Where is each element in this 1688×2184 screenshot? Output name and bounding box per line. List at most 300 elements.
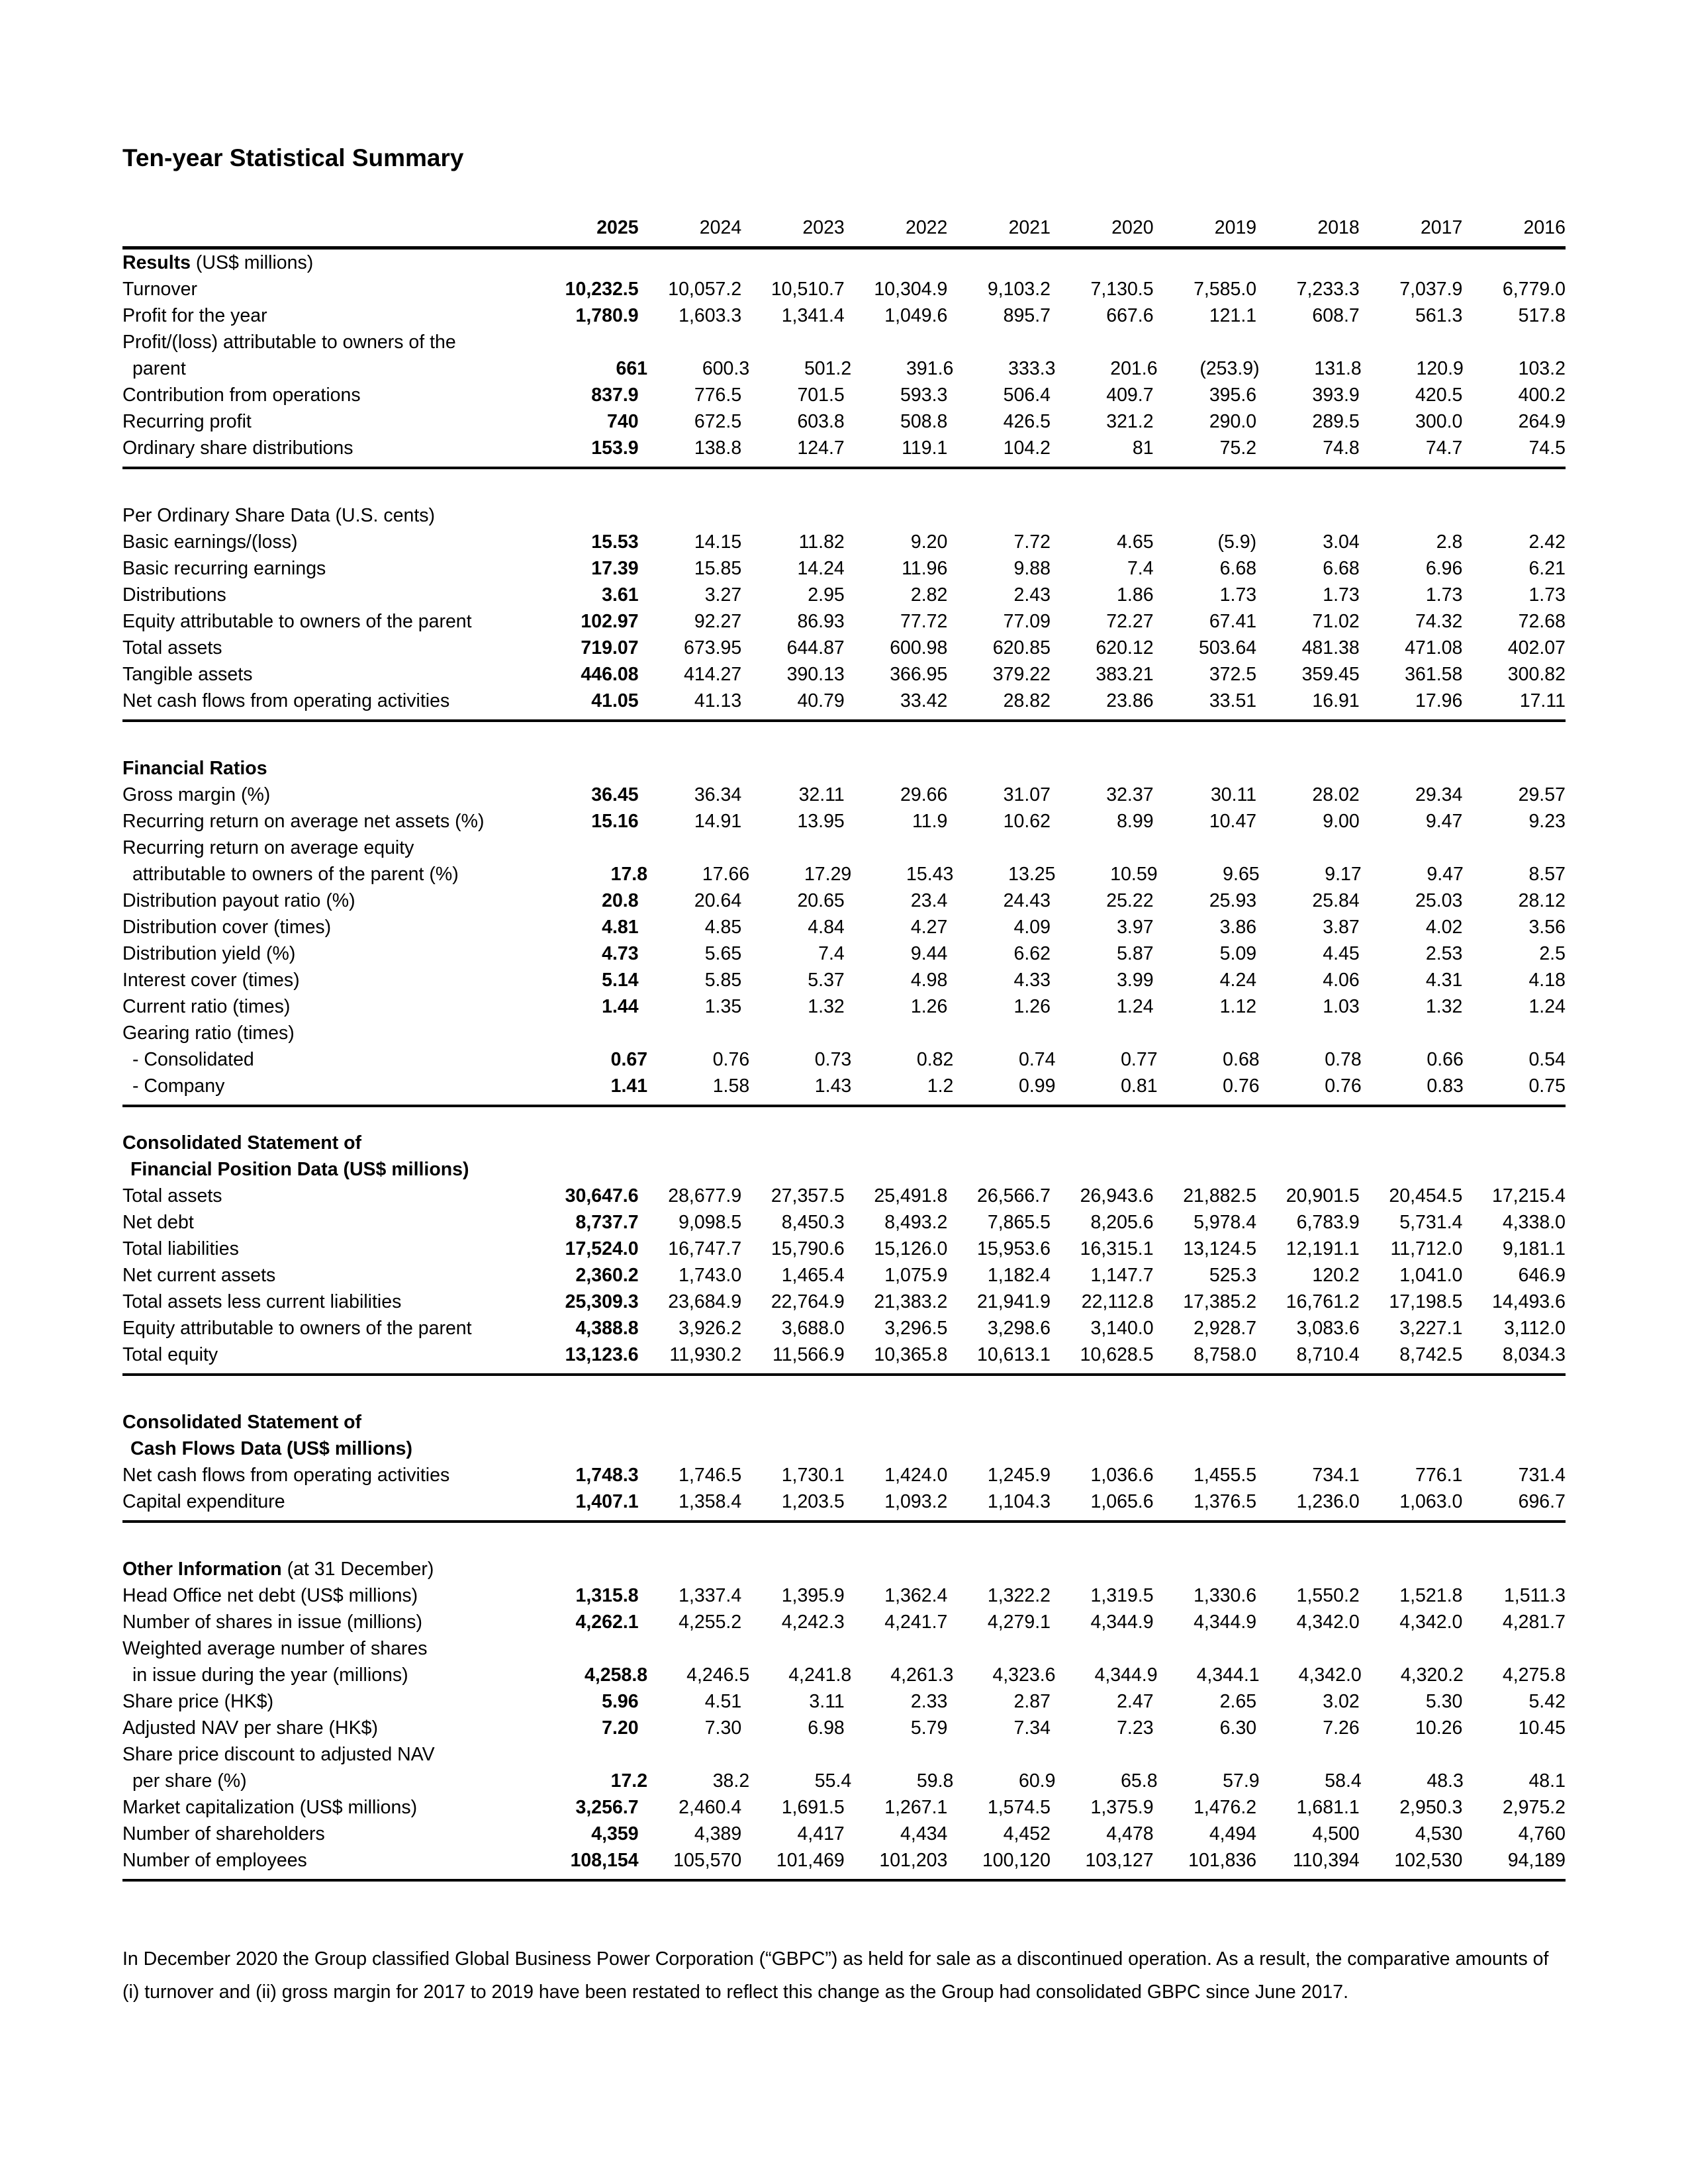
section-gap (122, 1376, 1566, 1409)
value-cell: 10,510.7 (771, 279, 845, 300)
value-cell: 1,748.3 (575, 1465, 639, 1486)
value-cell: 1,330.6 (1194, 1585, 1257, 1606)
value-cell: 1.41 (610, 1075, 648, 1097)
table-row (122, 1020, 1566, 1046)
value-cell: 138.8 (694, 437, 742, 459)
value-cell: 21,941.9 (977, 1291, 1051, 1312)
value-cell: 1.73 (1425, 584, 1463, 606)
value-cell: 10,057.2 (668, 279, 742, 300)
value-cell: 102,530 (1394, 1850, 1463, 1871)
value-cell: 426.5 (1003, 411, 1051, 432)
value-cell: 3.04 (1323, 531, 1360, 553)
value-cell: 110,394 (1292, 1850, 1360, 1871)
row-label: Number of shareholders (122, 1823, 325, 1844)
section-gap (122, 722, 1566, 755)
value-cell: 41.13 (694, 690, 742, 711)
value-cell: 4.85 (704, 917, 742, 938)
value-cell: 31.07 (1003, 784, 1051, 805)
table-row (122, 355, 1566, 382)
value-cell: 4,323.6 (992, 1664, 1056, 1686)
value-cell: 1.26 (1013, 996, 1051, 1017)
table-row (122, 1715, 1566, 1741)
value-cell: 4,342.0 (1296, 1612, 1360, 1633)
row-label: Contribution from operations (122, 385, 361, 406)
table-row (122, 408, 1566, 435)
value-cell: 4.18 (1528, 970, 1566, 991)
value-cell: 101,203 (879, 1850, 948, 1871)
value-cell: 17.66 (702, 864, 750, 885)
row-label: Distribution payout ratio (%) (122, 890, 355, 911)
table-row (122, 555, 1566, 582)
value-cell: 57.9 (1223, 1770, 1260, 1792)
value-cell: 77.09 (1003, 611, 1051, 632)
value-cell: 13,123.6 (565, 1344, 639, 1365)
value-cell: 1,065.6 (1090, 1491, 1154, 1512)
row-label: Net cash flows from operating activities (122, 1465, 450, 1486)
value-cell: 10.45 (1518, 1717, 1566, 1739)
value-cell: 1.58 (712, 1075, 750, 1097)
year-header: 2025 (596, 217, 639, 238)
value-cell: 105,570 (673, 1850, 742, 1871)
value-cell: 4,359 (591, 1823, 639, 1844)
value-cell: 74.5 (1528, 437, 1566, 459)
section-header-bold: Consolidated Statement of (122, 1412, 362, 1433)
value-cell: 2.8 (1436, 531, 1463, 553)
value-cell: 4,344.9 (1094, 1664, 1158, 1686)
table-row (122, 635, 1566, 661)
value-cell: 1,691.5 (781, 1797, 845, 1818)
value-cell: 400.2 (1518, 385, 1566, 406)
value-cell: 10.59 (1110, 864, 1158, 885)
value-cell: 25.22 (1106, 890, 1154, 911)
value-cell: 9.17 (1325, 864, 1362, 885)
row-label: Tangible assets (122, 664, 253, 685)
value-cell: 508.8 (900, 411, 948, 432)
table-row (122, 1768, 1566, 1794)
value-cell: 1,049.6 (884, 305, 948, 326)
value-cell: 4,760 (1518, 1823, 1566, 1844)
value-cell: 4,255.2 (679, 1612, 742, 1633)
value-cell: 6.96 (1425, 558, 1463, 579)
value-cell: 17.11 (1519, 690, 1566, 711)
value-cell: 3,112.0 (1503, 1318, 1566, 1339)
value-cell: 4.27 (910, 917, 948, 938)
value-cell: 4,261.3 (890, 1664, 954, 1686)
value-cell: 11,566.9 (772, 1344, 845, 1365)
value-cell: 3.11 (809, 1691, 845, 1712)
value-cell: 13,124.5 (1183, 1238, 1257, 1259)
value-cell: 5.85 (704, 970, 742, 991)
value-cell: 5.96 (602, 1691, 639, 1712)
value-cell: 1,407.1 (575, 1491, 639, 1512)
value-cell: 1.32 (808, 996, 845, 1017)
value-cell: 0.76 (712, 1049, 750, 1070)
table-row (122, 1262, 1566, 1289)
row-label: attributable to owners of the parent (%) (132, 864, 459, 885)
value-cell: 15.16 (591, 811, 639, 832)
value-cell: 446.08 (581, 664, 639, 685)
value-cell: 48.3 (1427, 1770, 1464, 1792)
value-cell: 383.21 (1096, 664, 1154, 685)
value-cell: 3,140.0 (1090, 1318, 1154, 1339)
value-cell: 321.2 (1106, 411, 1154, 432)
value-cell: 25.84 (1312, 890, 1360, 911)
value-cell: 36.45 (591, 784, 639, 805)
value-cell: 15.43 (906, 864, 954, 885)
statistical-summary (122, 144, 1566, 2009)
value-cell: 58.4 (1325, 1770, 1362, 1792)
row-label: Share price (HK$) (122, 1691, 274, 1712)
value-cell: 131.8 (1314, 358, 1362, 379)
value-cell: 10.47 (1209, 811, 1257, 832)
value-cell: 6.21 (1528, 558, 1566, 579)
section-header-bold: Cash Flows Data (US$ millions) (130, 1438, 412, 1459)
value-cell: 290.0 (1209, 411, 1257, 432)
value-cell: 7.23 (1117, 1717, 1154, 1739)
value-cell: 5.30 (1425, 1691, 1463, 1712)
value-cell: 4.81 (602, 917, 639, 938)
year-header: 2022 (905, 217, 948, 238)
value-cell: 0.99 (1018, 1075, 1056, 1097)
value-cell: 120.2 (1312, 1265, 1360, 1286)
value-cell: 94,189 (1507, 1850, 1566, 1871)
value-cell: 1,730.1 (781, 1465, 845, 1486)
table-row (122, 1609, 1566, 1635)
value-cell: 1,319.5 (1090, 1585, 1154, 1606)
row-label: Recurring profit (122, 411, 252, 432)
year-header: 2020 (1111, 217, 1154, 238)
value-cell: 4,320.2 (1400, 1664, 1464, 1686)
value-cell: 8,742.5 (1399, 1344, 1463, 1365)
year-header: 2023 (802, 217, 845, 238)
value-cell: 1.03 (1323, 996, 1360, 1017)
value-cell: 359.45 (1301, 664, 1360, 685)
value-cell: 108,154 (570, 1850, 639, 1871)
table-row (122, 1046, 1566, 1073)
value-cell: 32.37 (1106, 784, 1154, 805)
value-cell: 17.39 (591, 558, 639, 579)
value-cell: 40.79 (797, 690, 845, 711)
table-row (122, 808, 1566, 835)
value-cell: 5.14 (602, 970, 639, 991)
value-cell: 14,493.6 (1491, 1291, 1566, 1312)
value-cell: 0.81 (1121, 1075, 1158, 1097)
value-cell: 1.12 (1219, 996, 1257, 1017)
value-cell: 603.8 (797, 411, 845, 432)
year-header: 2017 (1420, 217, 1463, 238)
table-row (122, 1582, 1566, 1609)
row-label: Total assets (122, 1185, 222, 1206)
value-cell: 4.73 (602, 943, 639, 964)
table-row (122, 782, 1566, 808)
value-cell: 1,521.8 (1399, 1585, 1463, 1606)
value-cell: 7,233.3 (1296, 279, 1360, 300)
value-cell: 5.42 (1528, 1691, 1566, 1712)
value-cell: 1.73 (1219, 584, 1257, 606)
value-cell: 7.72 (1013, 531, 1051, 553)
value-cell: 1.2 (927, 1075, 954, 1097)
value-cell: 4.51 (704, 1691, 742, 1712)
value-cell: 26,943.6 (1080, 1185, 1154, 1206)
value-cell: 20.8 (602, 890, 639, 911)
value-cell: 3.86 (1219, 917, 1257, 938)
value-cell: 5,978.4 (1194, 1212, 1257, 1233)
value-cell: 4,281.7 (1502, 1612, 1566, 1633)
value-cell: 48.1 (1528, 1770, 1566, 1792)
row-label: Ordinary share distributions (122, 437, 353, 459)
value-cell: 6.68 (1323, 558, 1360, 579)
footnote: In December 2020 the Group classified Global Business Power Corporation (“GBPC”) as held for sale as a discontinued operation. As a result, the comparative amounts of (i) turnover and (ii) gross margin for 2017 to 2019 have been restated to reflect this change as the Group had consolidated GBPC since June 2017. (122, 1948, 1549, 2003)
value-cell: 119.1 (902, 437, 948, 459)
value-cell: 895.7 (1003, 305, 1051, 326)
value-cell: (5.9) (1217, 531, 1257, 553)
value-cell: 4.33 (1013, 970, 1051, 991)
value-cell: 32.11 (798, 784, 845, 805)
value-cell: 3.97 (1117, 917, 1154, 938)
section-gap (122, 1107, 1566, 1130)
value-cell: 1,267.1 (884, 1797, 948, 1818)
value-cell: 28.82 (1003, 690, 1051, 711)
value-cell: 1,780.9 (575, 305, 639, 326)
value-cell: 25.03 (1415, 890, 1463, 911)
section-header-normal: (US$ millions) (190, 252, 314, 273)
value-cell: 0.78 (1325, 1049, 1362, 1070)
value-cell: 1,104.3 (987, 1491, 1051, 1512)
value-cell: 15.85 (694, 558, 742, 579)
year-header: 2016 (1523, 217, 1566, 238)
value-cell: 1,746.5 (679, 1465, 742, 1486)
value-cell: 2,460.4 (679, 1797, 742, 1818)
row-label: Recurring return on average equity (122, 837, 414, 858)
value-cell: 776.1 (1415, 1465, 1463, 1486)
value-cell: 29.34 (1415, 784, 1463, 805)
table-row (122, 1847, 1566, 1874)
table-row (122, 1209, 1566, 1236)
value-cell: 2.5 (1539, 943, 1566, 964)
value-cell: 414.27 (684, 664, 742, 685)
value-cell: 26,566.7 (977, 1185, 1051, 1206)
year-header: 2019 (1214, 217, 1257, 238)
value-cell: 5.37 (808, 970, 845, 991)
table-row (122, 608, 1566, 635)
value-cell: 7.26 (1323, 1717, 1360, 1739)
value-cell: 33.51 (1209, 690, 1257, 711)
value-cell: 55.4 (814, 1770, 852, 1792)
value-cell: 6,783.9 (1296, 1212, 1360, 1233)
value-cell: 28,677.9 (668, 1185, 742, 1206)
value-cell: 2,950.3 (1399, 1797, 1463, 1818)
value-cell: 837.9 (591, 385, 639, 406)
value-cell: 9.88 (1013, 558, 1051, 579)
value-cell: 4,275.8 (1502, 1664, 1566, 1686)
ten-year-summary-table (122, 210, 1566, 1882)
section-header-results (122, 250, 1566, 276)
value-cell: 6.68 (1219, 558, 1257, 579)
value-cell: 124.7 (797, 437, 845, 459)
value-cell: 59.8 (916, 1770, 954, 1792)
value-cell: 8,758.0 (1194, 1344, 1257, 1365)
value-cell: 0.73 (814, 1049, 852, 1070)
value-cell: 1,036.6 (1090, 1465, 1154, 1486)
value-cell: 81 (1132, 437, 1154, 459)
row-label: - Company (132, 1075, 225, 1097)
value-cell: 9.23 (1528, 811, 1566, 832)
value-cell: 21,383.2 (874, 1291, 948, 1312)
value-cell: 22,112.8 (1081, 1291, 1154, 1312)
value-cell: 300.82 (1507, 664, 1566, 685)
table-row (122, 1635, 1566, 1662)
value-cell: 3.87 (1323, 917, 1360, 938)
value-cell: 1,550.2 (1296, 1585, 1360, 1606)
row-label: Interest cover (times) (122, 970, 300, 991)
value-cell: 20.65 (797, 890, 845, 911)
value-cell: 1,337.4 (679, 1585, 742, 1606)
value-cell: 0.76 (1223, 1075, 1260, 1097)
value-cell: 366.95 (890, 664, 948, 685)
section-gap (122, 1523, 1566, 1556)
value-cell: 776.5 (694, 385, 742, 406)
value-cell: 22,764.9 (771, 1291, 845, 1312)
value-cell: 9.47 (1427, 864, 1464, 885)
value-cell: 23.4 (910, 890, 948, 911)
row-label: Total assets less current liabilities (122, 1291, 402, 1312)
value-cell: (253.9) (1199, 358, 1260, 379)
value-cell: 8,034.3 (1502, 1344, 1566, 1365)
table-row (122, 967, 1566, 993)
value-cell: 4,338.0 (1502, 1212, 1566, 1233)
value-cell: 10,365.8 (874, 1344, 948, 1365)
value-cell: 3,688.0 (781, 1318, 845, 1339)
table-row (122, 835, 1566, 861)
value-cell: 9,098.5 (679, 1212, 742, 1233)
value-cell: 0.75 (1528, 1075, 1566, 1097)
value-cell: 4,241.8 (788, 1664, 852, 1686)
value-cell: 17,198.5 (1389, 1291, 1463, 1312)
value-cell: 1.24 (1117, 996, 1154, 1017)
value-cell: 101,469 (776, 1850, 845, 1871)
value-cell: 600.3 (702, 358, 750, 379)
value-cell: 1.32 (1425, 996, 1463, 1017)
value-cell: 517.8 (1518, 305, 1566, 326)
value-cell: 104.2 (1003, 437, 1051, 459)
row-label: Weighted average number of shares (122, 1638, 428, 1659)
value-cell: 1,476.2 (1194, 1797, 1257, 1818)
value-cell: 7,865.5 (987, 1212, 1051, 1233)
value-cell: 120.9 (1416, 358, 1464, 379)
table-row (122, 1073, 1566, 1099)
table-row (122, 1488, 1566, 1515)
row-label: Number of employees (122, 1850, 307, 1871)
value-cell: 6.62 (1013, 943, 1051, 964)
value-cell: 4,452 (1003, 1823, 1051, 1844)
value-cell: 7.4 (818, 943, 845, 964)
value-cell: 1.26 (910, 996, 948, 1017)
value-cell: 390.13 (786, 664, 845, 685)
value-cell: 0.67 (610, 1049, 648, 1070)
table-row (122, 582, 1566, 608)
row-label: Adjusted NAV per share (HK$) (122, 1717, 378, 1739)
value-cell: 1,465.4 (781, 1265, 845, 1286)
table-row (122, 1821, 1566, 1847)
table-row (122, 1236, 1566, 1262)
value-cell: 3,298.6 (987, 1318, 1051, 1339)
value-cell: 1,182.4 (987, 1265, 1051, 1286)
value-cell: 1,147.7 (1090, 1265, 1154, 1286)
value-cell: 77.72 (900, 611, 948, 632)
value-cell: 3.27 (704, 584, 742, 606)
value-cell: 4,258.8 (585, 1664, 648, 1686)
value-cell: 4,241.7 (884, 1612, 948, 1633)
row-label: Capital expenditure (122, 1491, 285, 1512)
section-header-bold: Financial Position Data (US$ millions) (130, 1159, 469, 1180)
value-cell: 1,075.9 (884, 1265, 948, 1286)
year-header: 2018 (1317, 217, 1360, 238)
value-cell: 2.95 (808, 584, 845, 606)
value-cell: 100,120 (982, 1850, 1051, 1871)
value-cell: 92.27 (694, 611, 742, 632)
value-cell: 4,478 (1106, 1823, 1154, 1844)
section-header-financial-ratios (122, 755, 1566, 782)
value-cell: 20,454.5 (1389, 1185, 1463, 1206)
value-cell: 661 (616, 358, 648, 379)
value-cell: 3,926.2 (679, 1318, 742, 1339)
value-cell: 3,256.7 (575, 1797, 639, 1818)
value-cell: 740 (607, 411, 639, 432)
value-cell: 7.20 (602, 1717, 639, 1739)
table-row (122, 940, 1566, 967)
value-cell: 8,710.4 (1296, 1344, 1360, 1365)
value-cell: 644.87 (786, 637, 845, 659)
value-cell: 6,779.0 (1502, 279, 1566, 300)
value-cell: 2.53 (1425, 943, 1463, 964)
table-row (122, 1342, 1566, 1368)
value-cell: 15,953.6 (977, 1238, 1051, 1259)
value-cell: 1,236.0 (1296, 1491, 1360, 1512)
value-cell: 379.22 (992, 664, 1051, 685)
section-header-other-information (122, 1556, 1566, 1582)
value-cell: 103.2 (1518, 358, 1566, 379)
table-row (122, 1315, 1566, 1342)
value-cell: 1,093.2 (884, 1491, 948, 1512)
value-cell: 4,342.0 (1399, 1612, 1463, 1633)
value-cell: 11,712.0 (1390, 1238, 1463, 1259)
value-cell: 1,203.5 (781, 1491, 845, 1512)
row-label: Gross margin (%) (122, 784, 271, 805)
value-cell: 7,037.9 (1399, 279, 1463, 300)
value-cell: 24.43 (1003, 890, 1051, 911)
value-cell: 1.73 (1528, 584, 1566, 606)
row-label: Net cash flows from operating activities (122, 690, 450, 711)
value-cell: 5.79 (910, 1717, 948, 1739)
value-cell: 4,246.5 (686, 1664, 750, 1686)
value-cell: 620.85 (992, 637, 1051, 659)
value-cell: 9,181.1 (1502, 1238, 1566, 1259)
table-row (122, 382, 1566, 408)
value-cell: 29.57 (1518, 784, 1566, 805)
value-cell: 1,424.0 (884, 1465, 948, 1486)
value-cell: 14.24 (797, 558, 845, 579)
section-header-bold: Other Information (122, 1559, 282, 1580)
value-cell: 501.2 (804, 358, 852, 379)
value-cell: 2,928.7 (1194, 1318, 1257, 1339)
value-cell: 10,232.5 (565, 279, 639, 300)
value-cell: 33.42 (900, 690, 948, 711)
value-cell: 16,761.2 (1286, 1291, 1360, 1312)
value-cell: 0.82 (916, 1049, 954, 1070)
row-label: Head Office net debt (US$ millions) (122, 1585, 418, 1606)
value-cell: 1,322.2 (987, 1585, 1051, 1606)
value-cell: 4,262.1 (575, 1612, 639, 1633)
